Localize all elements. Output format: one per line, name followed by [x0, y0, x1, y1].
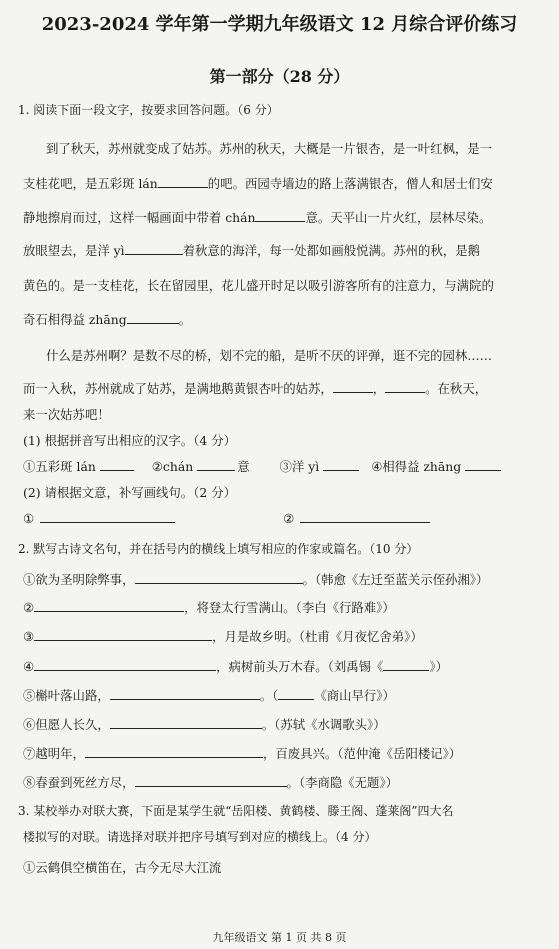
poem-line-6	[23, 715, 386, 733]
passage-line-8	[23, 379, 487, 397]
poem-prompt: ②	[23, 600, 35, 615]
passage-text: 支桂花吧，是五彩斑 lán	[23, 176, 158, 191]
poem-line-7	[23, 744, 461, 762]
poem-line-2	[23, 598, 395, 616]
poem-prompt: ③	[23, 629, 35, 644]
poem-prompt: ①欲为圣明除弊事，	[23, 572, 135, 587]
poem-blank[interactable]	[34, 628, 212, 641]
passage-line-7: 什么是苏州啊？是数不尽的桥，划不完的船，是听不厌的评弹，逛不完的园林……	[46, 348, 493, 363]
sentence-label-2: ②	[283, 511, 295, 526]
poem-line-3	[23, 627, 423, 645]
passage-line-2	[23, 174, 493, 192]
passage-line-4	[23, 241, 480, 259]
poem-prompt: ⑥但愿人长久，	[23, 717, 110, 732]
poem-source: ，病树前头万木春。（刘禹锡《	[216, 659, 384, 674]
passage-line-1: 到了秋天，苏州就变成了姑苏。苏州的秋天，大概是一片银杏，是一叶红枫，是一	[46, 141, 493, 156]
passage-text: 着秋意的海洋，每一处都如画般悦满。苏州的秋，是鹅	[182, 243, 481, 258]
sentence-label-1: ①	[23, 511, 35, 526]
poem-line-8	[23, 773, 398, 791]
q2-heading: 2. 默写古诗文名句，并在括号内的横线上填写相应的作家或篇名。（10 分）	[18, 542, 419, 556]
poem-prompt: ⑧春蚕到死丝方尽，	[23, 775, 135, 790]
pinyin-item-4: ④相得益 zhāng	[371, 459, 462, 474]
fill-blank[interactable]	[125, 242, 183, 255]
passage-text: 奇石相得益 zhāng	[23, 312, 127, 327]
fill-blank[interactable]	[333, 380, 373, 393]
passage-text: 而一入秋，苏州就成了姑苏，是满地鹅黄银杏叶的姑苏，	[23, 381, 333, 396]
pinyin-item-2: ②chán	[151, 459, 194, 474]
page-footer: 九年级语文 第 1 页 共 8 页	[212, 931, 347, 944]
fill-blank[interactable]	[127, 311, 179, 324]
answer-blank[interactable]	[323, 458, 359, 471]
poem-source-end: 》）	[429, 659, 448, 674]
poem-blank[interactable]	[135, 571, 303, 584]
poem-source: 。（苏轼《水调歌头》）	[261, 717, 386, 732]
poem-line-4	[23, 657, 448, 675]
exam-title: 2023-2024 学年第一学期九年级语文 12 月综合评价练习	[41, 14, 518, 35]
poem-blank[interactable]	[85, 745, 263, 758]
poem-source: 。（	[259, 688, 279, 703]
poem-blank[interactable]	[34, 599, 184, 612]
part-heading: 第一部分（28 分）	[209, 67, 350, 86]
poem-source-end: 《商山早行》）	[314, 688, 395, 703]
poem-blank[interactable]	[110, 716, 262, 729]
poem-prompt: ④	[23, 659, 35, 674]
passage-text: ，	[372, 381, 386, 396]
poem-source: 。（韩愈《左迁至蓝关示侄孙湘》）	[302, 572, 489, 587]
q1-sub2: (2) 请根据文意，补写画线句。（2 分）	[23, 485, 236, 500]
answer-blank[interactable]	[100, 458, 134, 471]
author-blank[interactable]	[383, 658, 429, 671]
passage-text: 。	[178, 312, 192, 327]
poem-blank[interactable]	[110, 687, 260, 700]
poem-source: ，百废具兴。（范仲淹《岳阳楼记》）	[262, 746, 462, 761]
sentence-blank[interactable]	[40, 510, 175, 523]
q1-sub2-items	[23, 510, 430, 526]
poem-source: ，将登太行雪满山。（李白《行路难》）	[184, 600, 395, 615]
q3-heading-line-2: 楼拟写的对联。请选择对联并把序号填写到对应的横线上。（4 分）	[23, 830, 377, 844]
q1-heading: 1. 阅读下面一段文字，按要求回答问题。（6 分）	[18, 103, 279, 117]
q1-sub1: (1) 根据拼音写出相应的汉字。（4 分）	[23, 433, 236, 448]
sentence-blank[interactable]	[300, 510, 430, 523]
passage-line-5: 黄色的。是一支桂花，长在留园里，花儿盛开时足以吸引游客所有的注意力，与满院的	[23, 278, 494, 293]
answer-blank[interactable]	[197, 458, 235, 471]
poem-line-1	[23, 570, 488, 588]
passage-text: 静地擦肩而过，这样一幅画面中带着 chán	[23, 210, 256, 225]
author-blank[interactable]	[278, 687, 314, 700]
poem-source: ，月是故乡明。（杜甫《月夜忆舍弟》）	[212, 629, 423, 644]
pinyin-item-1: ①五彩斑 lán	[23, 459, 96, 474]
fill-blank[interactable]	[158, 175, 208, 188]
fill-blank[interactable]	[385, 380, 425, 393]
pinyin-item-2-suffix: 意	[237, 459, 250, 474]
pinyin-item-3: ③洋 yì	[279, 459, 320, 474]
q3-heading-line-1: 3. 某校举办对联大赛，下面是某学生就“岳阳楼、黄鹤楼、滕王阁、蓬莱阁”四大名	[18, 804, 454, 818]
passage-line-6	[23, 310, 191, 328]
poem-blank[interactable]	[34, 658, 216, 671]
passage-text: 意。天平山一片火红，层林尽染。	[305, 210, 492, 225]
poem-prompt: ⑦越明年，	[23, 746, 85, 761]
poem-prompt: ⑤槲叶落山路，	[23, 688, 110, 703]
passage-text: 的吧。西园寺墙边的路上落满银杏，僧人和居士们安	[207, 176, 493, 191]
couplet-item-1: ①云鹤俱空横笛在，古今无尽大江流	[23, 860, 222, 875]
poem-blank[interactable]	[135, 774, 287, 787]
answer-blank[interactable]	[465, 458, 501, 471]
q1-sub1-items	[23, 457, 501, 475]
passage-text: 放眼望去，是洋 yì	[23, 243, 125, 258]
fill-blank[interactable]	[255, 209, 305, 222]
poem-source: 。（李商隐《无题》）	[286, 775, 399, 790]
passage-text: 。在秋天，	[425, 381, 488, 396]
passage-line-3	[23, 208, 491, 226]
poem-line-5	[23, 686, 395, 704]
passage-line-9: 来一次姑苏吧！	[23, 407, 110, 422]
